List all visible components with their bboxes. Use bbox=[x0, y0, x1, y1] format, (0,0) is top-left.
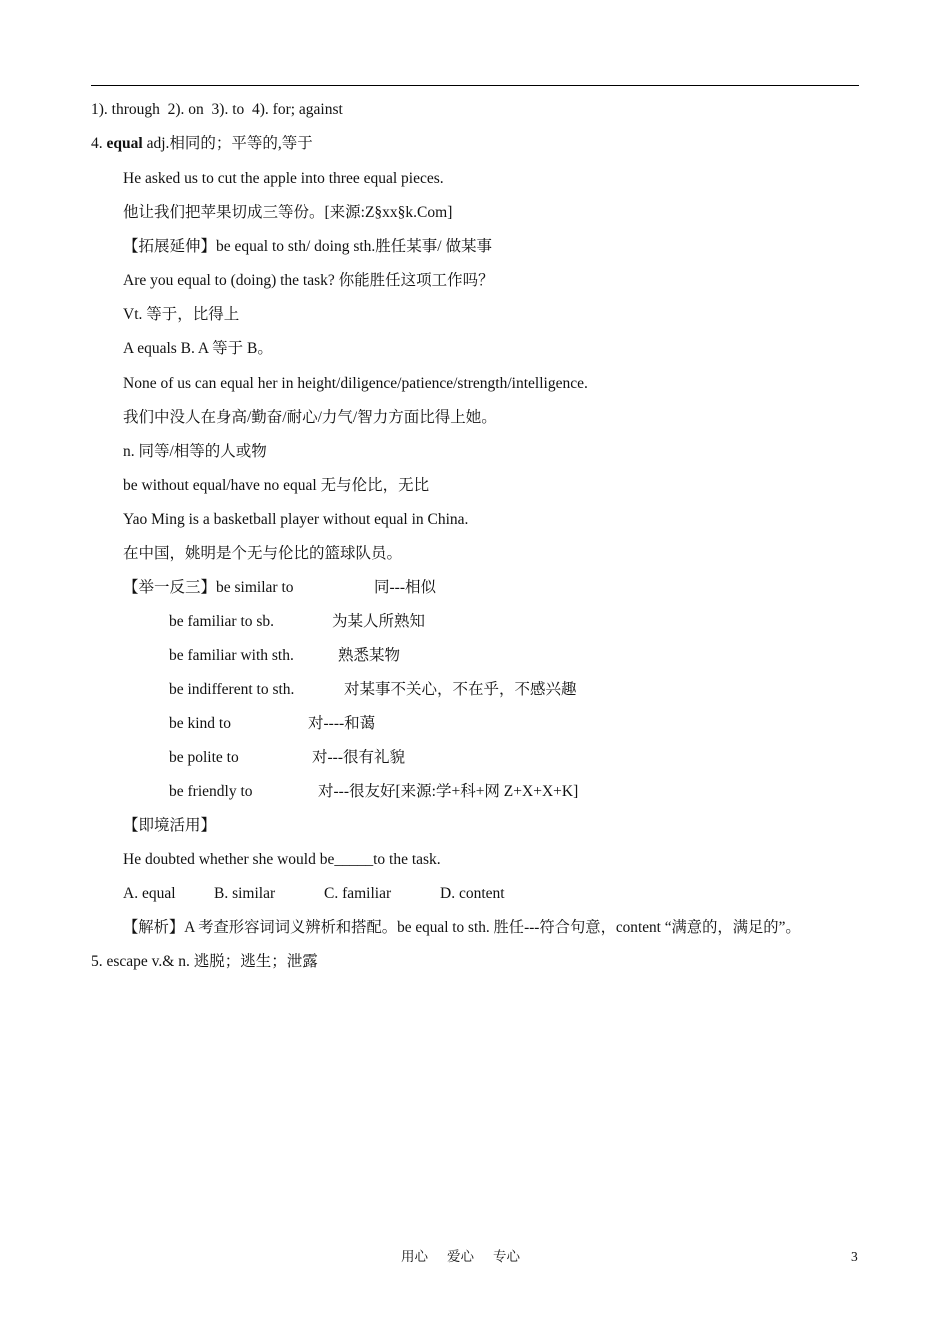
option-d: D. content bbox=[440, 885, 505, 902]
similar-en: be similar to bbox=[216, 579, 294, 596]
similar-cn: 熟悉某物 bbox=[338, 647, 401, 664]
option-b: B. similar bbox=[214, 885, 276, 902]
example-3: A equals B. A 等于 B。 bbox=[123, 340, 273, 357]
example-5-cn: 在中国，姚明是个无与伦比的篮球队员。 bbox=[123, 545, 403, 562]
option-c: C. familiar bbox=[324, 885, 392, 902]
entry-4-word: equal bbox=[106, 135, 143, 152]
example-4-cn: 我们中没人在身高/勤奋/耐心/力气/智力方面比得上她。 bbox=[123, 409, 497, 426]
similar-en: be indifferent to sth. bbox=[169, 681, 295, 698]
similar-row-0 bbox=[123, 578, 294, 598]
example-1-en: He asked us to cut the apple into three equal pieces. bbox=[123, 170, 444, 187]
noun-definition: n. 同等/相等的人或物 bbox=[123, 443, 267, 460]
page-number: 3 bbox=[851, 1249, 858, 1264]
example-4-en: None of us can equal her in height/diligence/patience/strength/intelligence. bbox=[123, 375, 588, 392]
verb-definition: Vt. 等于，比得上 bbox=[123, 306, 240, 323]
footer-text-3: 专心 bbox=[493, 1249, 520, 1264]
similar-cn: 为某人所熟知 bbox=[332, 613, 426, 630]
header-rule bbox=[91, 85, 859, 86]
extension-text: be equal to sth/ doing sth.胜任某事/ 做某事 bbox=[216, 238, 492, 255]
entry-5-heading: 5. escape v.& n. 逃脱；逃生；泄露 bbox=[91, 953, 318, 970]
similar-en: be kind to bbox=[169, 715, 231, 732]
similar-en: be familiar to sb. bbox=[169, 613, 275, 630]
similar-label: 【举一反三】 bbox=[123, 579, 217, 596]
analysis-line: 【解析】A 考查形容词词义辨析和搭配。be equal to sth. 胜任---符合句意，content “满意的，满足的”。 bbox=[123, 919, 801, 936]
entry-4-heading bbox=[91, 134, 313, 154]
example-2: Are you equal to (doing) the task? 你能胜任这项工作吗？ bbox=[123, 272, 494, 289]
similar-cn: 对---很有礼貌 bbox=[312, 749, 405, 766]
similar-cn: 对---很友好[来源:学+科+网 Z+X+X+K] bbox=[318, 783, 579, 800]
similar-cn: 对某事不关心，不在乎，不感兴趣 bbox=[344, 681, 577, 698]
similar-en: be familiar with sth. bbox=[169, 647, 294, 664]
answers-line: 1). through 2). on 3). to 4). for; against bbox=[91, 101, 343, 118]
similar-en: be friendly to bbox=[169, 783, 253, 800]
extension-line bbox=[123, 237, 492, 257]
extension-label: 【拓展延伸】 bbox=[123, 238, 217, 255]
example-1-cn: 他让我们把苹果切成三等份。[来源:Z§xx§k.Com] bbox=[123, 204, 453, 221]
footer-text-2: 爱心 bbox=[447, 1249, 474, 1264]
option-a: A. equal bbox=[123, 885, 176, 902]
example-5-en: Yao Ming is a basketball player without equal in China. bbox=[123, 511, 469, 528]
similar-cn: 对----和蔼 bbox=[308, 715, 376, 732]
practice-label: 【即境活用】 bbox=[123, 817, 217, 834]
practice-question: He doubted whether she would be_____to the task. bbox=[123, 851, 441, 868]
similar-cn: 同---相似 bbox=[374, 579, 436, 596]
phrase-line: be without equal/have no equal 无与伦比，无比 bbox=[123, 477, 430, 494]
footer-text-1: 用心 bbox=[401, 1249, 428, 1264]
entry-4-definition: adj.相同的；平等的,等于 bbox=[142, 135, 313, 152]
entry-4-number: 4. bbox=[91, 135, 107, 152]
similar-en: be polite to bbox=[169, 749, 239, 766]
